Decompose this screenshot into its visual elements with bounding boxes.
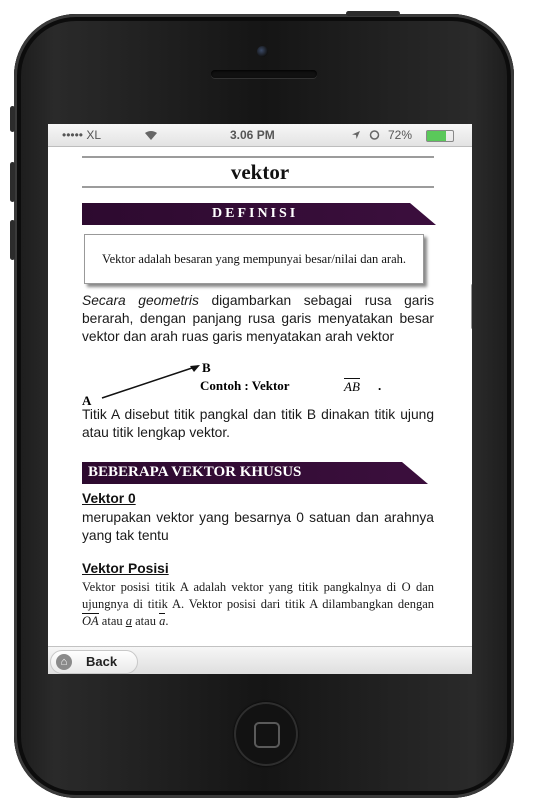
- battery-icon: [426, 130, 454, 142]
- earpiece-speaker: [211, 70, 317, 78]
- battery-percent-text: 72%: [388, 128, 413, 142]
- example-label: Contoh : Vektor: [200, 378, 290, 393]
- special-vectors-banner-text: BEBERAPA VEKTOR KHUSUS: [88, 464, 302, 480]
- geometry-paragraph: [82, 292, 434, 346]
- oa-symbol: OA: [82, 614, 99, 628]
- a-symbol-2: a: [159, 614, 166, 628]
- mute-switch: [10, 106, 15, 132]
- vektor-posisi-heading: Vektor Posisi: [82, 561, 169, 576]
- vektor-0-text: merupakan vektor yang besarnya 0 satuan dan arahnya yang tak tentu: [82, 510, 434, 543]
- app-screen: [48, 124, 472, 674]
- atau-text-2: atau: [135, 614, 156, 628]
- geometry-text: digambarkan sebagai rusa garis berarah, dengan panjang rusa garis menyatakan besar vektor dan arah ruas garis menyatakan arah vektor: [82, 293, 435, 344]
- back-button-label: Back: [86, 654, 118, 669]
- carrier-text: ••••• XL: [62, 128, 102, 142]
- scroll-content[interactable]: [48, 146, 472, 646]
- end-dot: .: [165, 614, 169, 628]
- title-rule-bottom: [82, 186, 434, 188]
- points-paragraph: Titik A disebut titik pangkal dan titik B dinakan titik ujung atau titik lengkap vektor.: [82, 407, 434, 440]
- example-dot: .: [378, 378, 382, 393]
- definition-box: Vektor adalah besaran yang mempunyai besar/nilai dan arah.: [84, 234, 424, 284]
- atau-text-1: atau: [101, 614, 123, 628]
- a-symbol-1: a: [125, 614, 132, 628]
- back-button[interactable]: [50, 650, 138, 674]
- volume-up-button: [10, 162, 15, 202]
- example-vector: AB: [344, 379, 360, 394]
- scrollbar[interactable]: [471, 284, 472, 329]
- vektor-0-heading: Vektor 0: [82, 491, 136, 506]
- vektor-posisi-text: [82, 579, 434, 630]
- point-b-label: B: [202, 360, 211, 375]
- home-icon: ⌂: [56, 654, 72, 670]
- title-rule-top: [82, 156, 434, 158]
- special-vectors-banner: [82, 462, 402, 484]
- alarm-icon: [369, 129, 380, 140]
- geometry-italic-lead: Secara geometris: [82, 293, 199, 308]
- home-button[interactable]: [234, 702, 298, 766]
- location-icon: [351, 130, 361, 140]
- home-square-icon: [254, 722, 280, 748]
- clock-text: 3.06 PM: [230, 128, 275, 142]
- front-camera: [257, 46, 268, 57]
- definition-banner-text: DEFINISI: [212, 206, 299, 221]
- bottom-nav-bar: [48, 646, 472, 674]
- point-a-label: A: [82, 393, 92, 408]
- definition-banner: [82, 203, 410, 225]
- volume-down-button: [10, 220, 15, 260]
- wifi-icon: [144, 130, 158, 141]
- page-title: vektor: [230, 160, 290, 184]
- vektor-posisi-line: Vektor posisi titik A adalah vektor yang titik pangkalnya di O dan ujungnya di titik A. Vektor posisi dari titik A dilambangkan dengan: [82, 580, 434, 611]
- power-button: [346, 11, 400, 16]
- status-bar: [48, 124, 472, 147]
